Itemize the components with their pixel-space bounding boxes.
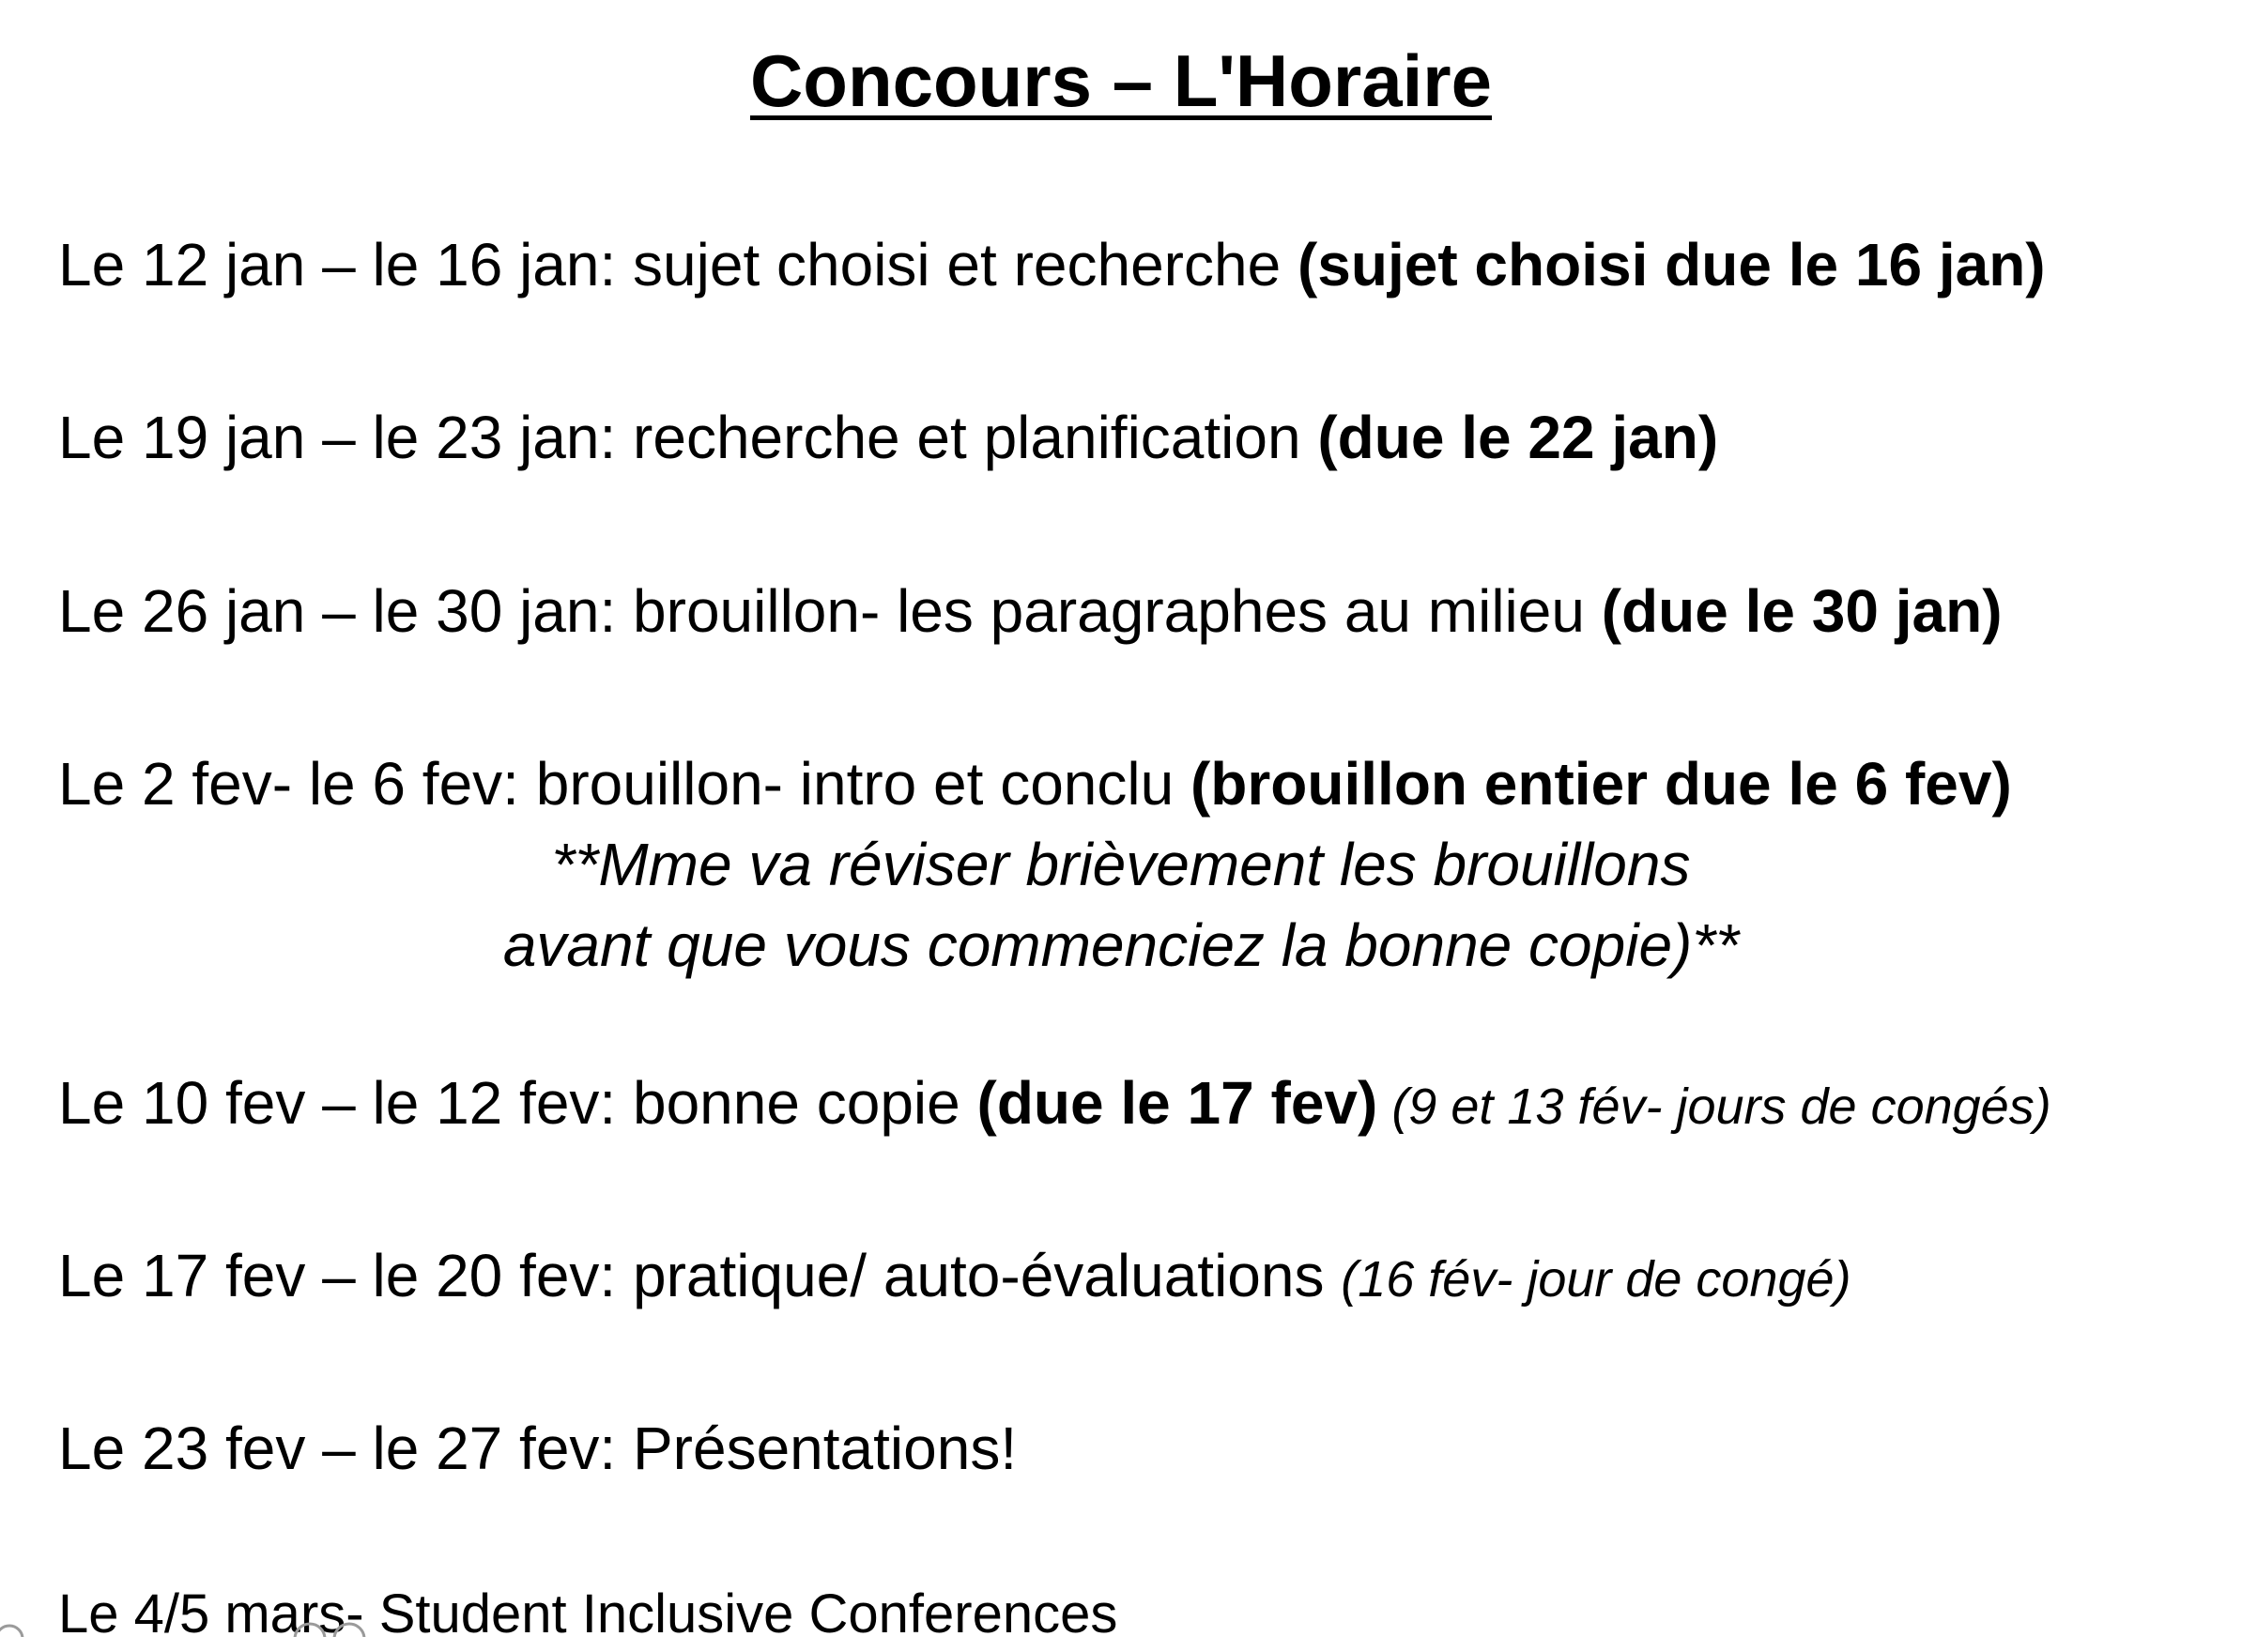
item-dates: Le 19 jan – le 23 jan: — [58, 404, 617, 471]
schedule-item-7 — [58, 1411, 1017, 1486]
schedule-item-4 — [58, 746, 2012, 821]
schedule-item-6 — [58, 1238, 1851, 1317]
item-dates: Le 26 jan – le 30 jan: — [58, 577, 617, 645]
item-dates: Le 17 fev – le 20 fev: — [58, 1242, 617, 1309]
item-task: Student Inclusive Conferences — [363, 1583, 1118, 1644]
item-note: (16 fév- jour de congé) — [1341, 1251, 1851, 1308]
item-due: (due le 22 jan) — [1317, 404, 1719, 471]
item-task: Présentations! — [616, 1415, 1018, 1482]
item-dates: Le 12 jan – le 16 jan: — [58, 231, 617, 298]
schedule-item-5 — [58, 1065, 2051, 1144]
item-due: (sujet choisi due le 16 jan) — [1297, 231, 2046, 298]
item-dates: Le 23 fev – le 27 fev: — [58, 1415, 617, 1482]
draft-note-line-2: avant que vous commenciez la bonne copie)** — [502, 911, 1740, 979]
draft-note-line-1: **Mme va réviser brièvement les brouillons — [551, 831, 1691, 898]
item-task: pratique/ auto-évaluations — [616, 1242, 1342, 1309]
item-task: sujet choisi et recherche — [616, 231, 1298, 298]
item-due: (due le 30 jan) — [1601, 577, 2003, 645]
item-dates: Le 2 fev- le 6 fev: — [58, 750, 519, 818]
schedule-item-3 — [58, 574, 2003, 649]
item-dates: Le 4/5 mars- — [58, 1583, 364, 1644]
item-due: (brouillon entier due le 6 fev) — [1190, 750, 2012, 818]
schedule-item-1 — [58, 227, 2046, 302]
schedule-item-2 — [58, 400, 1718, 475]
partial-decoration-graphic — [0, 1611, 394, 1637]
item-note: (9 et 13 fév- jours de congés) — [1377, 1078, 2051, 1135]
item-dates: Le 10 fev – le 12 fev: — [58, 1069, 617, 1137]
item-task: brouillon- intro et conclu — [518, 750, 1190, 818]
page-title: Concours – L'Horaire — [749, 39, 1493, 122]
item-due: (due le 17 fev) — [976, 1069, 1378, 1137]
item-task: brouillon- les paragraphes au milieu — [616, 577, 1602, 645]
item-task: recherche et planification — [616, 404, 1318, 471]
item-task: bonne copie — [616, 1069, 977, 1137]
